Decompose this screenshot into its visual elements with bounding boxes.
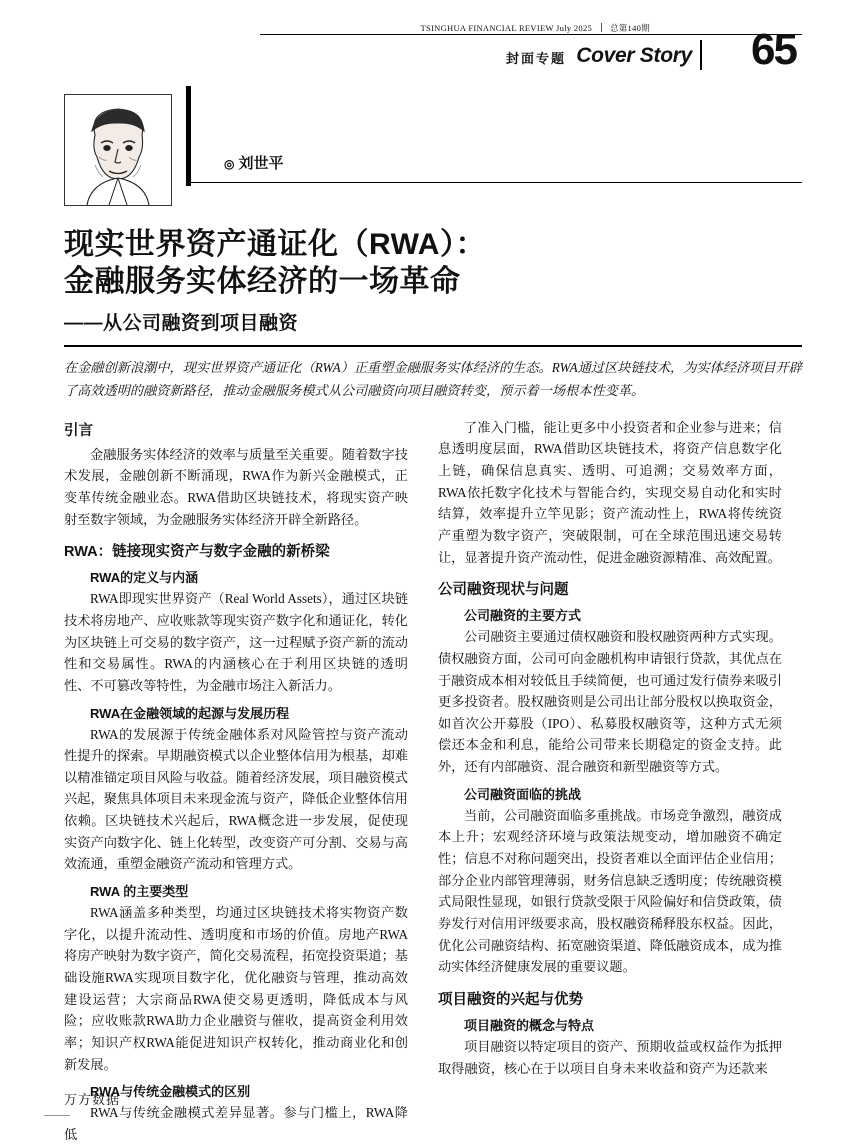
section-heading: RWA：链接现实资产与数字金融的新桥梁 xyxy=(64,544,330,561)
page-number: 65 xyxy=(751,25,796,74)
footer-watermark: 万方数据 xyxy=(64,1092,121,1107)
article-title-block xyxy=(64,226,802,347)
article-title-line-1: 现实世界资产通证化（RWA）： xyxy=(64,228,486,261)
body-paragraph: 项目融资以特定项目的资产、预期收益或权益作为抵押取得融资，核心在于以项目自身未来收益和资产为还款来 xyxy=(438,1038,782,1076)
subsection-heading: RWA 的主要类型 xyxy=(90,884,189,900)
author-vertical-rule xyxy=(186,86,191,186)
subsection-heading: 公司融资面临的挑战 xyxy=(464,786,582,802)
subsection-heading: 项目融资的概念与特点 xyxy=(464,1017,595,1033)
body-paragraph: 金融服务实体经济的效率与质量至关重要。随着数字技术发展，金融创新不断涌现，RWA作为新兴金融模式，正变革传统金融业态。RWA借助区块链技术，将现实资产映射至数字领域，为金融服务实体经济开辟全新路径。 xyxy=(64,446,408,527)
author-horizontal-rule xyxy=(186,182,802,183)
section-label-cn: 封面专题 xyxy=(505,51,566,66)
author-block xyxy=(64,94,802,212)
header-separator xyxy=(601,23,602,32)
journal-info xyxy=(421,22,650,34)
subsection-heading: RWA的定义与内涵 xyxy=(90,570,199,586)
author-name xyxy=(224,152,284,173)
body-paragraph: RWA即现实世界资产（Real World Assets），通过区块链技术将房地产、应收账款等现实资产数字化和通证化，转化为区块链上可交易的数字资产，这一过程赋予资产新的流动性和交易属性。RWA的内涵核心在于利用区块链的透明性、不可篡改等特性，为金融市场注入新活力。 xyxy=(64,591,408,693)
subsection-heading: RWA与传统金融模式的区别 xyxy=(90,1084,251,1100)
body-paragraph: 公司融资主要通过债权融资和股权融资两种方式实现。债权融资方面，公司可向金融机构申请银行贷款，其优点在于融资成本相对较低且手续简便，也可通过发行债券来吸引更多投资者。股权融资则是公司出让部分股权以换取资金，如首次公开募股（IPO）、私募股权融资等，这种方式无须偿还本金和利息，能给公司带来长期稳定的资金支持。此外，还有内部融资、混合融资和新型融资等方式。 xyxy=(438,629,782,775)
body-paragraph: 当前，公司融资面临多重挑战。市场竞争激烈，融资成本上升；宏观经济环境与政策法规变动，增加融资不确定性；信息不对称问题突出，投资者难以全面评估企业信用；部分企业内部管理薄弱，财务信息缺乏透明度；传统融资模式局限性显现，如银行贷款受限于风险偏好和信贷政策，债券发行对信用评级要求高，股权融资稀释股东权益。因此，优化公司融资结构、拓宽融资渠道、降低融资成本，成为推动实体经济健康发展的重要议题。 xyxy=(438,807,782,975)
article-subtitle: ——从公司融资到项目融资 xyxy=(64,313,299,335)
section-heading: 项目融资的兴起与优势 xyxy=(438,991,583,1008)
page-header xyxy=(64,23,802,90)
issue-number: 总第140期 xyxy=(609,23,650,33)
body-paragraph: RWA涵盖多种类型，均通过区块链技术将实物资产数字化，以提升流动性、透明度和市场的价值。房地产RWA将房产映射为数字资产，简化交易流程，拓宽投资渠道；基础设施RWA实现项目数字化，优化融资与管理，推动高效建设运营；大宗商品RWA使交易更透明，降低成本与风险；应收账款RWA助力企业融资与催收，提高资金利用效率；知识产权RWA能促进知识产权转化，推动商业化和创新发展。 xyxy=(64,905,408,1072)
author-mark-icon: ◎ xyxy=(224,157,235,171)
header-divider xyxy=(260,34,802,35)
title-divider xyxy=(64,345,802,347)
journal-name: TSINGHUA FINANCIAL REVIEW July 2025 xyxy=(420,23,593,33)
author-portrait xyxy=(64,94,172,206)
section-heading: 引言 xyxy=(64,422,93,439)
right-column xyxy=(438,417,782,1145)
subsection-heading: 公司融资的主要方式 xyxy=(464,608,582,624)
body-paragraph: RWA的发展源于传统金融体系对风险管控与资产流动性提升的探索。早期融资模式以企业整体信用为根基，却难以精准锚定项目风险与收益。随着经济发展，项目融资模式兴起，聚焦具体项目未来现金流与资产，降低企业整体信用依赖。区块链技术兴起后，RWA概念进一步发展，促使现实资产向数字化、链上化转型，改变资产可分割、交易与高效流通，重塑金融资产流动和管理方式。 xyxy=(64,726,408,872)
body-paragraph: RWA与传统金融模式差异显著。参与门槛上，RWA降低 xyxy=(64,1105,408,1142)
author-name-text: 刘世平 xyxy=(238,155,284,172)
footer-divider xyxy=(44,1115,70,1116)
subsection-heading: RWA在金融领域的起源与发展历程 xyxy=(90,705,290,721)
section-label-en: Cover Story xyxy=(576,44,692,67)
article-abstract: 在金融创新浪潮中，现实世界资产通证化（RWA）正重塑金融服务实体经济的生态。RWA通过区块链技术，为实体经济项目开辟了高效透明的融资新路径，推动金融服务模式从公司融资向项目融资转变，预示着一场根本性变革。 xyxy=(64,360,802,399)
section-heading: 公司融资现状与问题 xyxy=(438,582,569,599)
body-columns xyxy=(64,417,802,1145)
left-column xyxy=(64,417,408,1145)
article-title-line-2: 金融服务实体经济的一场革命 xyxy=(64,265,461,299)
header-vertical-rule xyxy=(700,40,702,70)
body-paragraph: 了准入门槛，能让更多中小投资者和企业参与进来；信息透明度层面，RWA借助区块链技术，将资产信息数字化上链，确保信息真实、透明、可追溯；交易效率方面，RWA依托数字化技术与智能合约，实现交易自动化和实时结算，效率提升立竿见影；资产流动性上，RWA将传统资产重塑为数字资产，突破限制，可在全球范围迅速交易转让，显著提升资产流动性，促进金融资源精准、高效配置。 xyxy=(438,419,782,565)
